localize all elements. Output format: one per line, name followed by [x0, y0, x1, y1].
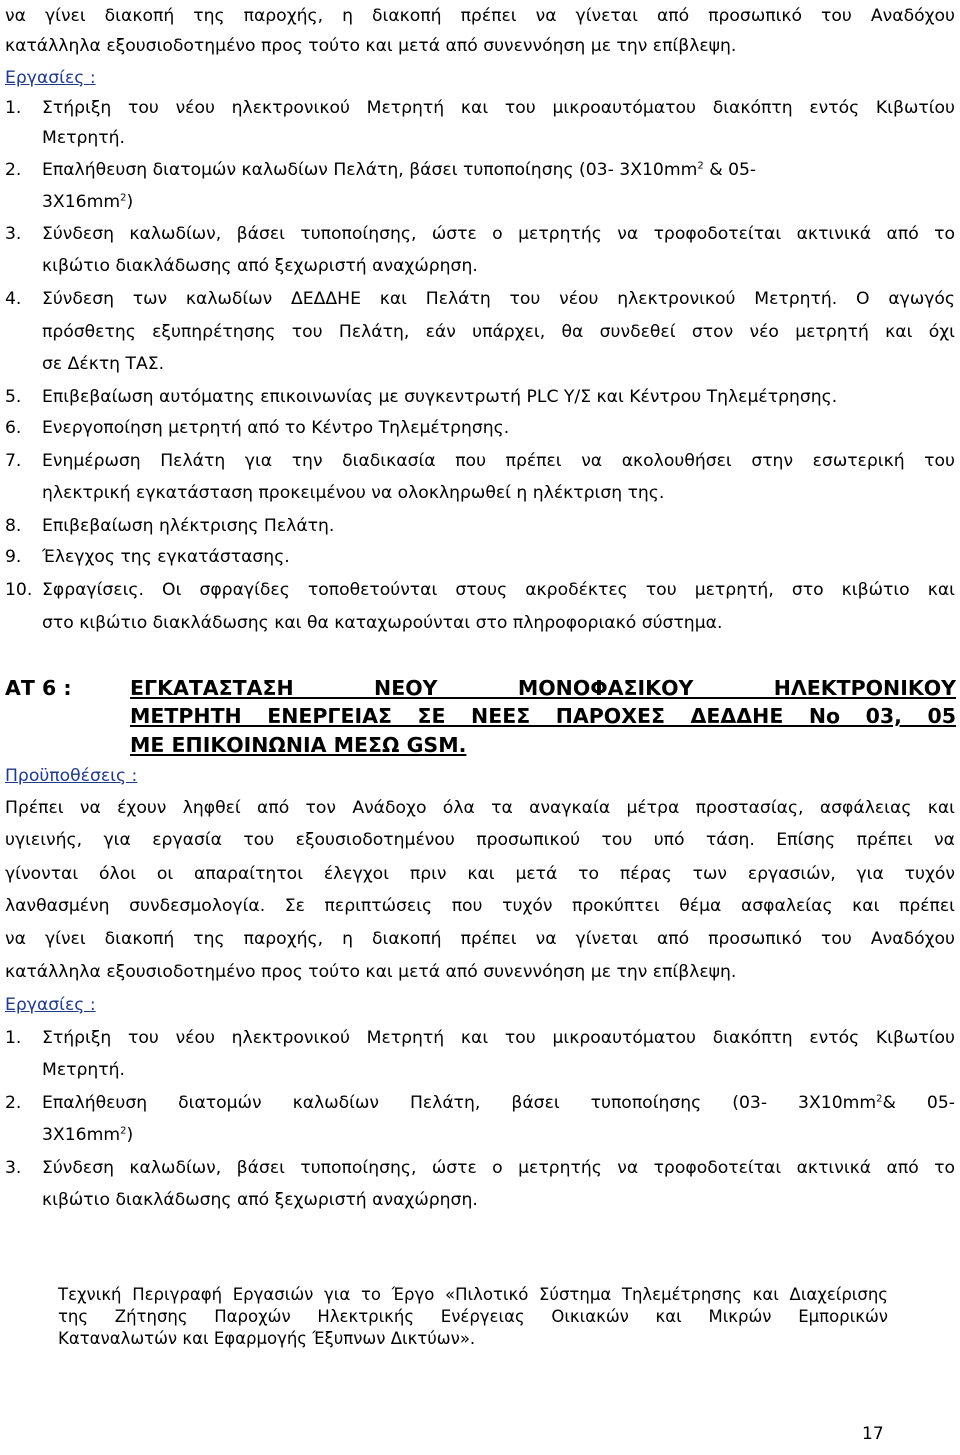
list-item-text: Επαλήθευση διατομών καλωδίων Πελάτη, βάσει τυποποίησης (03- $3X10mm^2$ & 05-	[42, 160, 757, 180]
section-title: ΜΕ ΕΠΙΚΟΙΝΩΝΙΑ ΜΕΣΩ GSM.	[130, 733, 467, 757]
section-code: ΑΤ 6 :	[5, 676, 72, 700]
list-item-text: Επιβεβαίωση αυτόματης επικοινωνίας με συγκεντρωτή PLC Υ/Σ και Κέντρου Τηλεμέτρησης.	[42, 387, 838, 407]
footer-line: της Ζήτησης Παροχών Ηλεκτρικής Ενέργειας Οικιακών και Μικρών Εμπορικών	[58, 1307, 888, 1326]
list-number: 8.	[5, 516, 22, 536]
text-line: υγιεινής, για εργασία του εξουσιοδοτημένου προσωπικού του υπό τάση. Επίσης πρέπει να	[5, 830, 955, 850]
list-item-text: στο κιβώτιο διακλάδωσης και θα καταχωρούνται στο πληροφοριακό σύστημα.	[42, 613, 723, 633]
list-number: 2.	[5, 1093, 22, 1113]
list-item-text: κιβώτιο διακλάδωσης από ξεχωριστή αναχώρηση.	[42, 256, 478, 276]
list-number: 9.	[5, 547, 22, 567]
list-item-text: $3X16mm^2$)	[42, 1125, 134, 1145]
list-number: 1.	[5, 1028, 22, 1048]
section-title: ΕΓΚΑΤΑΣΤΑΣΗ ΝΕΟΥ ΜΟΝΟΦΑΣΙΚΟΥ ΗΛΕΚΤΡΟΝΙΚΟΥ	[130, 676, 956, 700]
list-item-text: $3X16mm^2$)	[42, 192, 134, 212]
list-item-text: Στήριξη του νέου ηλεκτρονικού Μετρητή και του μικροαυτόματου διακόπτη εντός Κιβωτίου	[42, 1028, 955, 1048]
section-title: ΜΕΤΡΗΤΗ ΕΝΕΡΓΕΙΑΣ ΣΕ ΝΕΕΣ ΠΑΡΟΧΕΣ ΔΕΔΔΗΕ Νο 03, 05	[130, 704, 956, 728]
list-item-text: Επαλήθευση διατομών καλωδίων Πελάτη, βάσει τυποποίησης (03- $3X10mm^2\&$ 05-	[42, 1093, 955, 1113]
list-item-text: Μετρητή.	[42, 1060, 125, 1080]
list-item-text: κιβώτιο διακλάδωσης από ξεχωριστή αναχώρηση.	[42, 1190, 478, 1210]
list-number: 5.	[5, 387, 22, 407]
list-number: 1.	[5, 98, 22, 118]
list-item-text: Σφραγίσεις. Οι σφραγίδες τοποθετούνται στους ακροδέκτες του μετρητή, στο κιβώτιο και	[42, 580, 955, 600]
text-line: κατάλληλα εξουσιοδοτημένο προς τούτο και μετά από συνεννόηση με την επίβλεψη.	[5, 962, 737, 982]
list-number: 10.	[5, 580, 33, 600]
text-line: κατάλληλα εξουσιοδοτημένο προς τούτο και μετά από συνεννόηση με την επίβλεψη.	[5, 36, 737, 56]
tasks-heading: Εργασίες :	[5, 68, 96, 88]
list-number: 3.	[5, 224, 22, 244]
text-line: να γίνει διακοπή της παροχής, η διακοπή πρέπει να γίνεται από προσωπικό του Αναδόχου	[5, 929, 955, 949]
page-number: 17	[862, 1424, 884, 1444]
list-item-text: Στήριξη του νέου ηλεκτρονικού Μετρητή και του μικροαυτόματου διακόπτη εντός Κιβωτίου	[42, 98, 955, 118]
list-number: 2.	[5, 160, 22, 180]
list-item-text: Σύνδεση καλωδίων, βάσει τυποποίησης, ώστε ο μετρητής να τροφοδοτείται ακτινικά από το	[42, 1158, 955, 1178]
prerequisites-heading: Προϋποθέσεις :	[5, 766, 138, 786]
list-item-text: Μετρητή.	[42, 128, 125, 148]
list-number: 7.	[5, 451, 22, 471]
list-number: 6.	[5, 418, 22, 438]
list-item-text: Έλεγχος της εγκατάστασης.	[42, 547, 290, 567]
list-item-text: σε Δέκτη ΤΑΣ.	[42, 354, 165, 374]
text-line: Πρέπει να έχουν ληφθεί από τον Ανάδοχο όλα τα αναγκαία μέτρα προστασίας, ασφάλειας και	[5, 798, 955, 818]
list-item-text: Σύνδεση των καλωδίων ΔΕΔΔΗΕ και Πελάτη του νέου ηλεκτρονικού Μετρητή. Ο αγωγός	[42, 289, 955, 309]
list-item-text: Ενεργοποίηση μετρητή από το Κέντρο Τηλεμέτρησης.	[42, 418, 510, 438]
list-item-text: Σύνδεση καλωδίων, βάσει τυποποίησης, ώστε ο μετρητής να τροφοδοτείται ακτινικά από το	[42, 224, 955, 244]
list-item-text: ηλεκτρική εγκατάσταση προκειμένου να ολοκληρωθεί η ηλέκτριση της.	[42, 483, 665, 503]
list-item-text: Ενημέρωση Πελάτη για την διαδικασία που πρέπει να ακολουθήσει στην εσωτερική του	[42, 451, 955, 471]
list-item-text: πρόσθετης εξυπηρέτησης του Πελάτη, εάν υπάρχει, θα συνδεθεί στον νέο μετρητή και όχι	[42, 322, 955, 342]
text-line: να γίνει διακοπή της παροχής, η διακοπή πρέπει να γίνεται από προσωπικό του Αναδόχου	[5, 6, 955, 26]
tasks-heading: Εργασίες :	[5, 995, 96, 1015]
list-item-text: Επιβεβαίωση ηλέκτρισης Πελάτη.	[42, 516, 335, 536]
text-line: γίνονται όλοι οι απαραίτητοι έλεγχοι πριν και μετά το πέρας των εργασιών, για τυχόν	[5, 864, 955, 884]
footer-line: Τεχνική Περιγραφή Εργασιών για το Έργο «Πιλοτικό Σύστημα Τηλεμέτρησης και Διαχείρισης	[58, 1285, 888, 1304]
list-number: 3.	[5, 1158, 22, 1178]
text-line: λανθασμένη συνδεσμολογία. Σε περιπτώσεις που τυχόν προκύπτει θέμα ασφαλείας και πρέπει	[5, 896, 955, 916]
list-number: 4.	[5, 289, 22, 309]
footer-line: Καταναλωτών και Εφαρμογής Έξυπνων Δικτύων».	[58, 1329, 476, 1348]
